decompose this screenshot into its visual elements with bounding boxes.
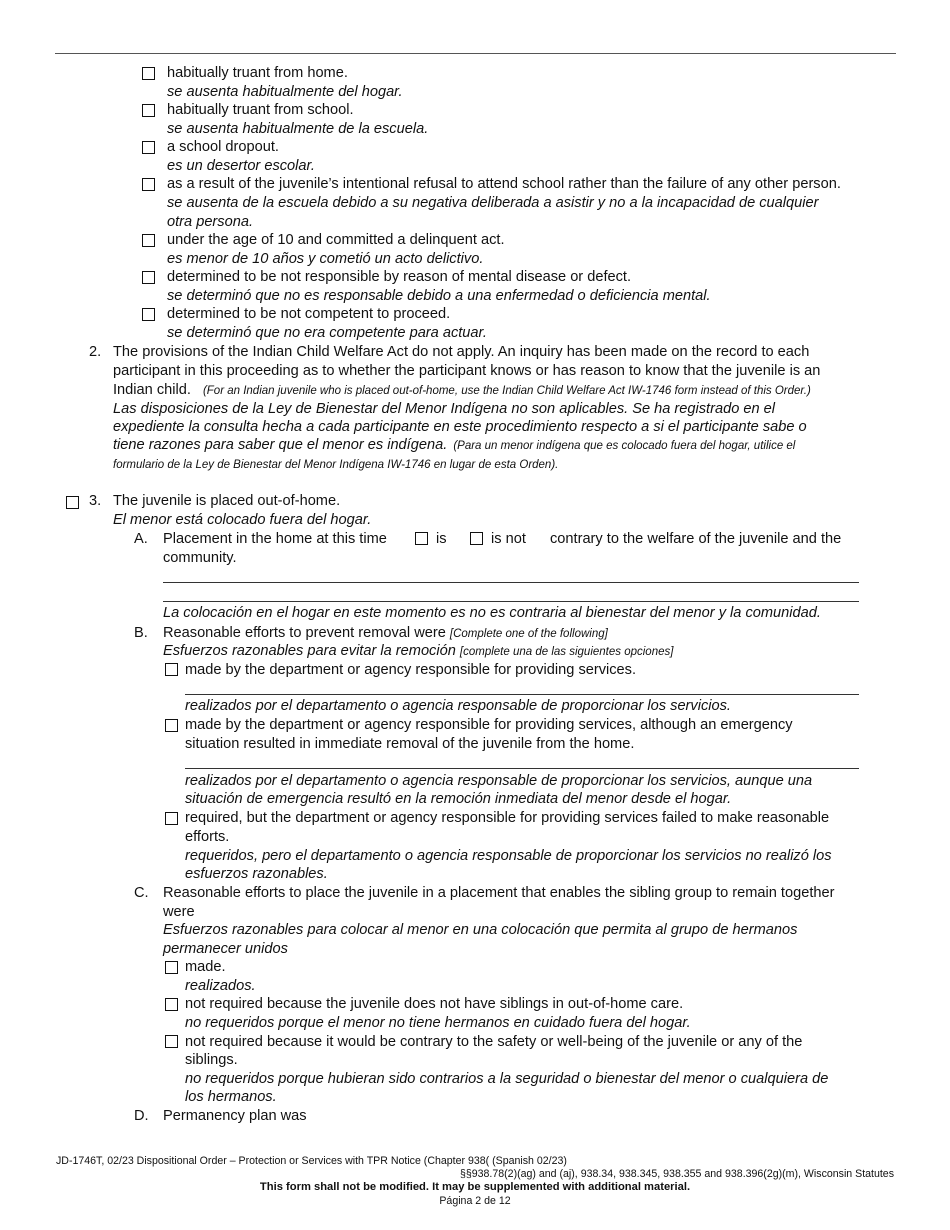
item3-label-es: El menor está colocado fuera del hogar. xyxy=(113,512,372,528)
not-competent-label-es: se determinó que no era competente para actuar. xyxy=(167,325,487,341)
not-responsible-label-es: se determinó que no es responsable debido a una enfermedad o deficiencia mental. xyxy=(167,288,711,304)
item3b-opt3-checkbox[interactable] xyxy=(165,812,178,825)
truant-school-label-es: se ausenta habitualmente de la escuela. xyxy=(167,121,429,137)
item3b-opt1-checkbox[interactable] xyxy=(165,663,178,676)
under-ten-label-es: es menor de 10 años y cometió un acto delictivo. xyxy=(167,251,484,267)
item3d-heading: Permanency plan was xyxy=(163,1108,307,1124)
item3a-fill-line-2[interactable] xyxy=(163,601,859,602)
item3b-heading-es-note: [complete una de las siguientes opciones] xyxy=(459,646,674,658)
item3a-text-pre: Placement in the home at this time xyxy=(163,531,387,547)
item3b-heading-text: Reasonable efforts to prevent removal were xyxy=(163,625,446,641)
item3b-opt1-fill-line[interactable] xyxy=(185,694,859,695)
item3c-opt3-label-cont: siblings. xyxy=(185,1052,238,1068)
item3d-letter: D. xyxy=(134,1108,149,1124)
not-competent-checkbox[interactable] xyxy=(142,308,155,321)
item3b-opt3-label-es-cont: esfuerzos razonables. xyxy=(185,866,328,882)
footer-form-id: JD-1746T, 02/23 Dispositional Order – Protection or Services with TPR Notice (Chapter 938( (Spanish 02/23) xyxy=(56,1155,567,1167)
dropout-label-es: es un desertor escolar. xyxy=(167,158,315,174)
item3b-opt2-checkbox[interactable] xyxy=(165,719,178,732)
not-responsible-label: determined to be not responsible by reason of mental disease or defect. xyxy=(167,269,632,285)
item3b-opt3-label-es: requeridos, pero el departamento o agencia responsable de proporcionar los servicios no realizó los xyxy=(185,848,832,864)
item2-es-line2: expediente la consulta hecha a cada participante en este procedimiento respecto a si el participante sabe o xyxy=(113,419,807,435)
item3b-opt2-label-es: realizados por el departamento o agencia responsable de proporcionar los servicios, aunque una xyxy=(185,773,813,789)
item3c-opt3-label-es-cont: los hermanos. xyxy=(185,1089,277,1105)
item3a-is-not-label: is not xyxy=(491,531,526,547)
item2-en-note: (For an Indian juvenile who is placed out-of-home, use the Indian Child Welfare Act IW-1746 form instead of this Order.) xyxy=(202,385,811,397)
footer-notice: This form shall not be modified. It may be supplemented with additional material. xyxy=(259,1181,691,1193)
item3a-is-not-checkbox[interactable] xyxy=(470,532,483,545)
item3a-fill-line-1[interactable] xyxy=(163,582,859,583)
item3b-opt3-label: required, but the department or agency responsible for providing services failed to make reasonable xyxy=(185,810,830,826)
truant-school-label: habitually truant from school. xyxy=(167,102,354,118)
item3a-letter: A. xyxy=(134,531,148,547)
item3b-heading-note: [Complete one of the following] xyxy=(449,628,608,640)
item3-checkbox[interactable] xyxy=(66,496,79,509)
item2-es-line3 xyxy=(113,436,795,456)
item2-number: 2. xyxy=(89,344,102,360)
refusal-checkbox[interactable] xyxy=(142,178,155,191)
item3b-opt1-label: made by the department or agency responsible for providing services. xyxy=(185,662,637,678)
item3a-text-post: contrary to the welfare of the juvenile and the xyxy=(550,531,842,547)
item3c-opt3-checkbox[interactable] xyxy=(165,1035,178,1048)
item3b-opt2-label-cont: situation resulted in immediate removal of the juvenile from the home. xyxy=(185,736,635,752)
dropout-label: a school dropout. xyxy=(167,139,279,155)
item2-en-line3 xyxy=(113,381,811,401)
item3a-is-label: is xyxy=(436,531,447,547)
item3c-opt1-label-es: realizados. xyxy=(185,978,256,994)
item3a-text-cont: community. xyxy=(163,550,237,566)
item3a-text-es: La colocación en el hogar en este momento es no es contraria al bienestar del menor y la comunidad. xyxy=(163,605,821,621)
not-competent-label: determined to be not competent to proceed. xyxy=(167,306,451,322)
item3c-opt3-label-es: no requeridos porque hubieran sido contrarios a la seguridad o bienestar del menor o cualquiera de xyxy=(185,1071,829,1087)
header-rule xyxy=(55,53,896,54)
item3-label: The juvenile is placed out-of-home. xyxy=(113,493,341,509)
truant-home-label: habitually truant from home. xyxy=(167,65,348,81)
item3c-heading-cont: were xyxy=(163,904,195,920)
not-responsible-checkbox[interactable] xyxy=(142,271,155,284)
item3c-opt2-label: not required because the juvenile does not have siblings in out-of-home care. xyxy=(185,996,684,1012)
item3c-heading: Reasonable efforts to place the juvenile in a placement that enables the sibling group to remain together xyxy=(163,885,835,901)
refusal-label-es: se ausenta de la escuela debido a su negativa deliberada a asistir y no a la incapacidad de cualquier xyxy=(167,195,819,211)
item3c-opt1-checkbox[interactable] xyxy=(165,961,178,974)
footer-statutes: §§938.78(2)(ag) and (aj), 938.34, 938.345, 938.355 and 938.396(2g)(m), Wisconsin Statutes xyxy=(459,1168,894,1180)
item3b-opt2-label-es-cont: situación de emergencia resultó en la remoción inmediata del menor desde el hogar. xyxy=(185,791,732,807)
item3c-opt3-label: not required because it would be contrary to the safety or well-being of the juvenile or any of the xyxy=(185,1034,803,1050)
refusal-label-es-cont: otra persona. xyxy=(167,214,253,230)
under-ten-label: under the age of 10 and committed a delinquent act. xyxy=(167,232,505,248)
item3b-opt1-label-es: realizados por el departamento o agencia responsable de proporcionar los servicios. xyxy=(185,698,731,714)
item2-es-note: (Para un menor indígena que es colocado fuera del hogar, utilice el xyxy=(453,440,796,452)
item3a-is-checkbox[interactable] xyxy=(415,532,428,545)
item3-number: 3. xyxy=(89,493,102,509)
item2-es-line3-text: tiene razones para saber que el menor es indígena. xyxy=(113,437,448,453)
item3c-opt2-checkbox[interactable] xyxy=(165,998,178,1011)
item3b-heading-es xyxy=(163,642,673,662)
item3b-heading xyxy=(163,624,608,644)
item3c-letter: C. xyxy=(134,885,149,901)
item3b-opt2-fill-line[interactable] xyxy=(185,768,859,769)
item3c-opt2-label-es: no requeridos porque el menor no tiene hermanos en cuidado fuera del hogar. xyxy=(185,1015,691,1031)
truant-home-checkbox[interactable] xyxy=(142,67,155,80)
item3b-opt2-label: made by the department or agency responsible for providing services, although an emergency xyxy=(185,717,793,733)
item2-en-line2: participant in this proceeding as to whether the participant knows or has reason to know that the juvenile is an xyxy=(113,363,821,379)
under-ten-checkbox[interactable] xyxy=(142,234,155,247)
item2-es-line1: Las disposiciones de la Ley de Bienestar del Menor Indígena no son aplicables. Se ha registrado en el xyxy=(113,401,776,417)
item2-en-line3-text: Indian child. xyxy=(113,382,191,398)
item3c-opt1-label: made. xyxy=(185,959,226,975)
item2-es-note-cont: formulario de la Ley de Bienestar del Menor Indígena IW-1746 en lugar de esta Orden). xyxy=(113,459,559,471)
item3b-letter: B. xyxy=(134,625,148,641)
item3c-heading-es: Esfuerzos razonables para colocar al menor en una colocación que permita al grupo de hermanos xyxy=(163,922,798,938)
truant-school-checkbox[interactable] xyxy=(142,104,155,117)
dropout-checkbox[interactable] xyxy=(142,141,155,154)
item3b-heading-es-text: Esfuerzos razonables para evitar la remoción xyxy=(163,643,456,659)
item2-en-line1: The provisions of the Indian Child Welfare Act do not apply. An inquiry has been made on the record to each xyxy=(113,344,810,360)
truant-home-label-es: se ausenta habitualmente del hogar. xyxy=(167,84,403,100)
item3c-heading-es-cont: permanecer unidos xyxy=(163,941,288,957)
refusal-label: as a result of the juvenile’s intentional refusal to attend school rather than the failure of any other person. xyxy=(167,176,841,192)
footer-page-number: Página 2 de 12 xyxy=(439,1195,511,1207)
item3b-opt3-label-cont: efforts. xyxy=(185,829,230,845)
